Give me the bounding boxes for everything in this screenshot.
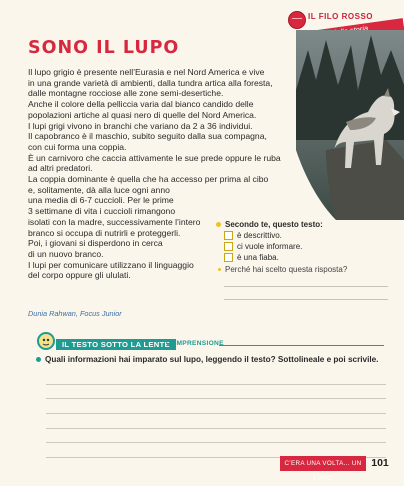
quiz-question-text: Secondo te, questo testo: bbox=[225, 220, 323, 229]
quiz-option-label: ci vuole informare. bbox=[237, 242, 303, 251]
body-line: Anche il colore della pelliccia varia dal bianco candido delle bbox=[28, 99, 254, 110]
section-title: IL TESTO SOTTO LA LENTE bbox=[56, 339, 176, 350]
body-line: in una grande varietà di ambienti, dalla tundra artica alla foresta, bbox=[28, 77, 273, 88]
body-line: branco si occupa di nutrirli e proteggerli. bbox=[28, 227, 181, 238]
body-line: Poi, i giovani si disperdono in cerca bbox=[28, 238, 163, 249]
answer-line[interactable] bbox=[46, 399, 386, 414]
quiz-question bbox=[216, 220, 388, 229]
page-title: SONO IL LUPO bbox=[28, 38, 180, 58]
body-line: I lupi per comunicare utilizzano il linguaggio bbox=[28, 259, 194, 270]
section-rule bbox=[219, 345, 384, 346]
body-line: I lupi grigi vivono in branchi che variano da 2 a 36 individui. bbox=[28, 120, 253, 131]
body-line: Il lupo grigio è presente nell’Eurasia e nel Nord America e vive bbox=[28, 67, 265, 77]
wolf-photo bbox=[296, 30, 404, 220]
body-line: una media di 6-7 cuccioli. Per le prime bbox=[28, 195, 174, 206]
quiz-followup bbox=[218, 265, 388, 274]
page-number: 101 bbox=[371, 457, 389, 469]
quiz-option-label: è descrittivo. bbox=[237, 231, 282, 240]
body-line: popolazioni artiche al quasi nero di quelle del Nord America. bbox=[28, 109, 257, 120]
running-footer: C’ERA UNA VOLTA... UN LUPO bbox=[280, 456, 366, 471]
answer-line[interactable] bbox=[46, 385, 386, 400]
author-name: Dunia Rahwan, bbox=[28, 309, 78, 318]
checkbox[interactable] bbox=[224, 253, 233, 262]
yarn-ball-icon bbox=[288, 11, 306, 29]
body-line: e, solitamente, dà alla luce ogni anno bbox=[28, 184, 170, 195]
task-prompt-text: Quali informazioni hai imparato sul lupo, leggendo il testo? Sottolineale e poi scrivile. bbox=[45, 355, 379, 364]
answer-line[interactable] bbox=[46, 429, 386, 444]
magnifier-icon bbox=[36, 331, 58, 353]
task-prompt bbox=[36, 355, 378, 364]
section-header bbox=[44, 337, 384, 351]
author-source: Focus Junior bbox=[79, 309, 122, 318]
body-line: ad altri predatori. bbox=[28, 163, 93, 174]
body-line: Il capobranco è il maschio, subito seguito dalla sua compagna, bbox=[28, 131, 267, 142]
body-line: con cui forma una coppia. bbox=[28, 141, 127, 152]
body-line: È un carnivoro che caccia attivamente le sue prede oppure le ruba bbox=[28, 152, 281, 163]
quiz-box bbox=[216, 220, 388, 300]
body-line: La coppia dominante è quella che ha accesso per prima al cibo bbox=[28, 174, 269, 185]
quiz-option[interactable] bbox=[224, 253, 388, 262]
page-footer bbox=[280, 456, 404, 482]
answer-line[interactable] bbox=[46, 414, 386, 429]
quiz-option-label: è una fiaba. bbox=[237, 253, 279, 262]
body-line: 3 settimane di vita i cuccioli rimangono bbox=[28, 206, 176, 217]
checkbox[interactable] bbox=[224, 231, 233, 240]
quiz-followup-text: Perché hai scelto questa risposta? bbox=[225, 265, 348, 274]
checkbox[interactable] bbox=[224, 242, 233, 251]
section-subtitle: COMPRENSIONE bbox=[166, 340, 224, 347]
author-credit bbox=[28, 309, 122, 318]
body-line: isolati con la madre, successivamente l’intero bbox=[28, 216, 201, 227]
bullet-icon bbox=[218, 268, 221, 271]
answer-line[interactable] bbox=[224, 274, 388, 287]
quiz-option[interactable] bbox=[224, 231, 388, 240]
body-line: dalle montagne rocciose alle zone semi-desertiche. bbox=[28, 88, 224, 99]
bullet-icon bbox=[216, 222, 221, 227]
answer-line[interactable] bbox=[46, 370, 386, 385]
body-line: di un nuovo branco. bbox=[28, 248, 104, 259]
bullet-icon bbox=[36, 357, 41, 362]
series-tag-title: IL FILO ROSSO bbox=[308, 12, 374, 21]
answer-lines bbox=[46, 370, 386, 458]
body-line: del corpo oppure gli ululati. bbox=[28, 270, 131, 281]
quiz-option[interactable] bbox=[224, 242, 388, 251]
answer-line[interactable] bbox=[224, 287, 388, 300]
